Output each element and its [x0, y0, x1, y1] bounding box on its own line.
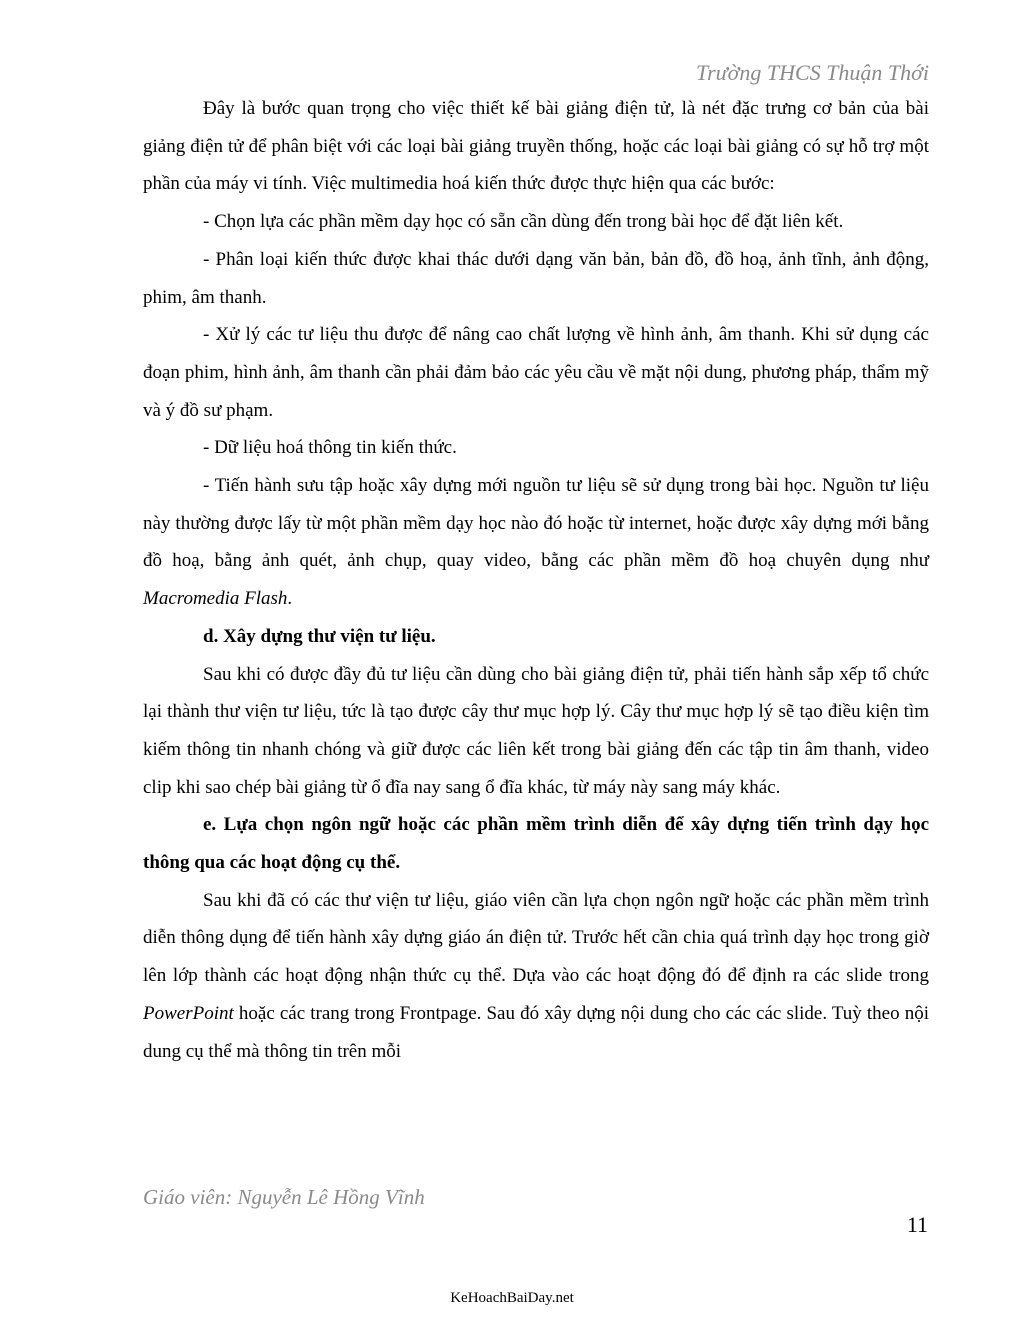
document-body	[143, 90, 929, 1070]
paragraph-text-after: hoặc các trang trong Frontpage. Sau đó xây dựng nội dung cho các các slide. Tuỳ theo nội dung cụ thể mà thông tin trên mỗi	[143, 1002, 929, 1062]
italic-term: Macromedia Flash	[143, 588, 288, 610]
section-heading-d: d. Xây dựng thư viện tư liệu.	[203, 625, 436, 647]
paragraph-intro: Đây là bước quan trọng cho việc thiết kế bài giảng điện tử, là nét đặc trưng cơ bản của bài giảng điện tử để phân biệt với các loại bài giảng truyền thống, hoặc các loại bài giảng có sự hỗ trợ một phần của máy vi tính. Việc multimedia hoá kiến thức được thực hiện qua các bước:	[143, 98, 929, 195]
paragraph-step-process: - Xử lý các tư liệu thu được để nâng cao chất lượng về hình ảnh, âm thanh. Khi sử dụng các đoạn phim, hình ảnh, âm thanh cần phải đảm bảo các yêu cầu về mặt nội dung, phương pháp, thẩm mỹ và ý đồ sư phạm.	[143, 324, 929, 421]
paragraph-library: Sau khi có được đầy đủ tư liệu cần dùng cho bài giảng điện tử, phải tiến hành sắp xếp tổ chức lại thành thư viện tư liệu, tức là tạo được cây thư mục hợp lý. Cây thư mục hợp lý sẽ tạo điều kiện tìm kiếm thông tin nhanh chóng và giữ được các liên kết trong bài giảng đến các tập tin âm thanh, video clip khi sao chép bài giảng từ ổ đĩa nay sang ổ đĩa khác, từ máy này sang máy khác.	[143, 663, 929, 798]
italic-term: PowerPoint	[143, 1002, 234, 1024]
paragraph-text: Sau khi đã có các thư viện tư liệu, giáo viên cần lựa chọn ngôn ngữ hoặc các phần mềm trình diễn thông dụng để tiến hành xây dựng giáo án điện tử. Trước hết cần chia quá trình dạy học trong giờ lên lớp thành các hoạt động nhận thức cụ thể. Dựa vào các hoạt động đó để định ra các slide trong	[143, 889, 929, 987]
paragraph-step-collect	[143, 467, 929, 618]
paragraph-step-classify: - Phân loại kiến thức được khai thác dưới dạng văn bản, bản đồ, đồ hoạ, ảnh tĩnh, ảnh động, phim, âm thanh.	[143, 248, 929, 308]
site-watermark: KeHoachBaiDay.net	[450, 1290, 574, 1306]
page-number: 11	[906, 1212, 928, 1237]
section-heading-e: e. Lựa chọn ngôn ngữ hoặc các phần mềm trình diễn để xây dựng tiến trình dạy học thông qua các hoạt động cụ thể.	[143, 814, 929, 874]
paragraph-presentation	[143, 882, 929, 1071]
paragraph-step-data: - Dữ liệu hoá thông tin kiến thức.	[203, 437, 457, 459]
paragraph-text: - Tiến hành sưu tập hoặc xây dựng mới nguồn tư liệu sẽ sử dụng trong bài học. Nguồn tư liệu này thường được lấy từ một phần mềm dạy học nào đó hoặc từ internet, hoặc được xây dựng mới bằng đồ hoạ, bằng ảnh quét, ảnh chụp, quay video, bằng các phần mềm đồ hoạ chuyên dụng như	[143, 475, 929, 572]
paragraph-text-after: .	[287, 588, 293, 610]
page-header-school: Trường THCS Thuận Thới	[696, 60, 929, 85]
paragraph-step-choose-software: - Chọn lựa các phần mềm dạy học có sẵn cần dùng đến trong bài học để đặt liên kết.	[203, 211, 844, 233]
footer-teacher: Giáo viên: Nguyễn Lê Hồng Vĩnh	[143, 1185, 425, 1209]
